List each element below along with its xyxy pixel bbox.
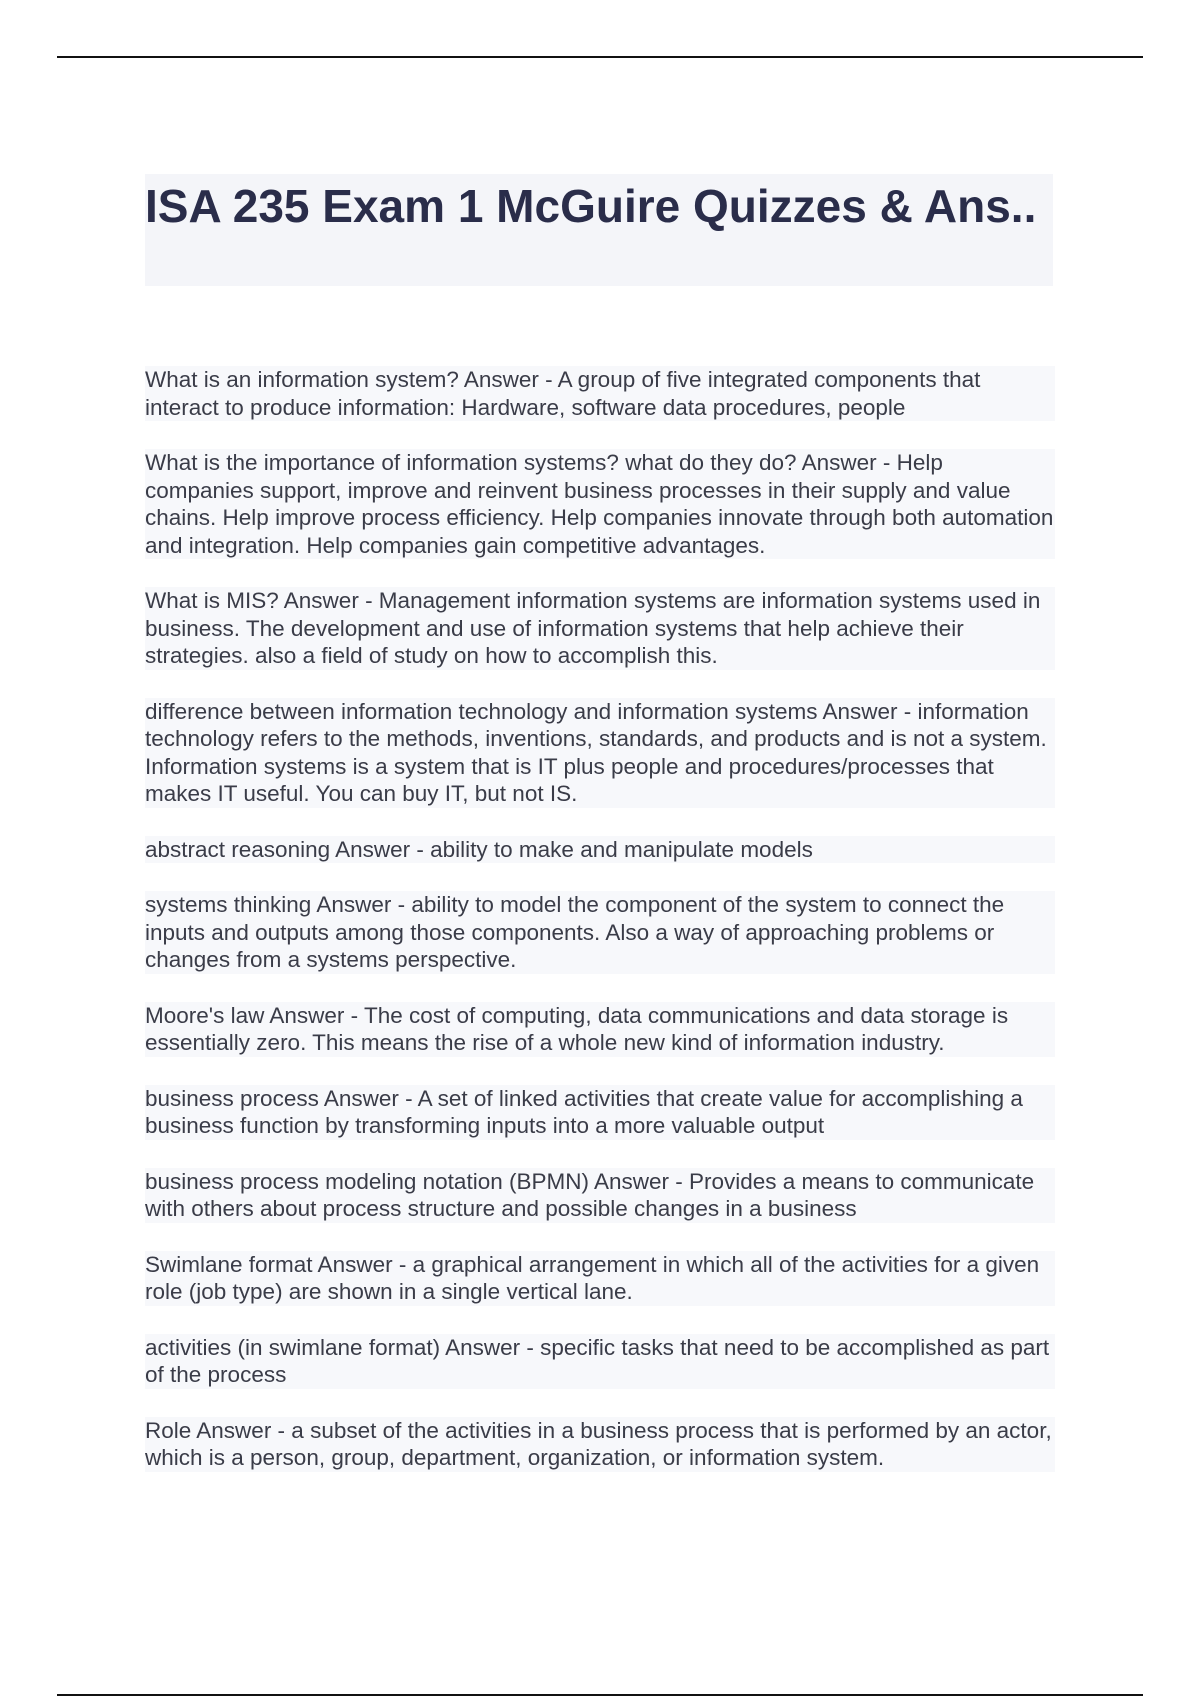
- qa-entry: What is the importance of information systems? what do they do? Answer - Help companies support, improve and reinvent business processes in their supply and value chains. Help improve process efficiency. Help companies innovate through both automation and integration. Help companies gain competitive advantages.: [145, 450, 1054, 558]
- qa-entry: What is an information system? Answer - A group of five integrated components that interact to produce information: Hardware, software data procedures, people: [145, 366, 1055, 421]
- page-title: ISA 235 Exam 1 McGuire Quizzes & Ans..: [145, 180, 1037, 232]
- qa-entry: abstract reasoning Answer - ability to make and manipulate models: [145, 836, 1055, 864]
- qa-list: [145, 366, 1055, 1500]
- qa-entry: What is MIS? Answer - Management information systems are information systems used in business. The development and use of information systems that help achieve their strategies. also a field of study on how to accomplish this.: [145, 587, 1055, 670]
- title-block: [145, 174, 1053, 286]
- qa-entry: business process modeling notation (BPMN) Answer - Provides a means to communicate with others about process structure and possible changes in a business: [145, 1168, 1055, 1223]
- qa-entry: systems thinking Answer - ability to model the component of the system to connect the inputs and outputs among those components. Also a way of approaching problems or changes from a systems perspective.: [145, 891, 1055, 974]
- qa-entry: activities (in swimlane format) Answer - specific tasks that need to be accomplished as part of the process: [145, 1334, 1055, 1389]
- qa-entry: Moore's law Answer - The cost of computing, data communications and data storage is essentially zero. This means the rise of a whole new kind of information industry.: [145, 1002, 1055, 1057]
- top-rule: [57, 56, 1143, 58]
- qa-entry: difference between information technology and information systems Answer - information technology refers to the methods, inventions, standards, and products and is not a system. Information systems is a system that is IT plus people and procedures/processes that makes IT useful. You can buy IT, but not IS.: [145, 698, 1055, 808]
- bottom-rule: [57, 1694, 1143, 1696]
- qa-entry: business process Answer - A set of linked activities that create value for accomplishing a business function by transforming inputs into a more valuable output: [145, 1085, 1055, 1140]
- qa-entry: Role Answer - a subset of the activities in a business process that is performed by an actor, which is a person, group, department, organization, or information system.: [145, 1417, 1055, 1472]
- qa-entry: Swimlane format Answer - a graphical arrangement in which all of the activities for a given role (job type) are shown in a single vertical lane.: [145, 1251, 1055, 1306]
